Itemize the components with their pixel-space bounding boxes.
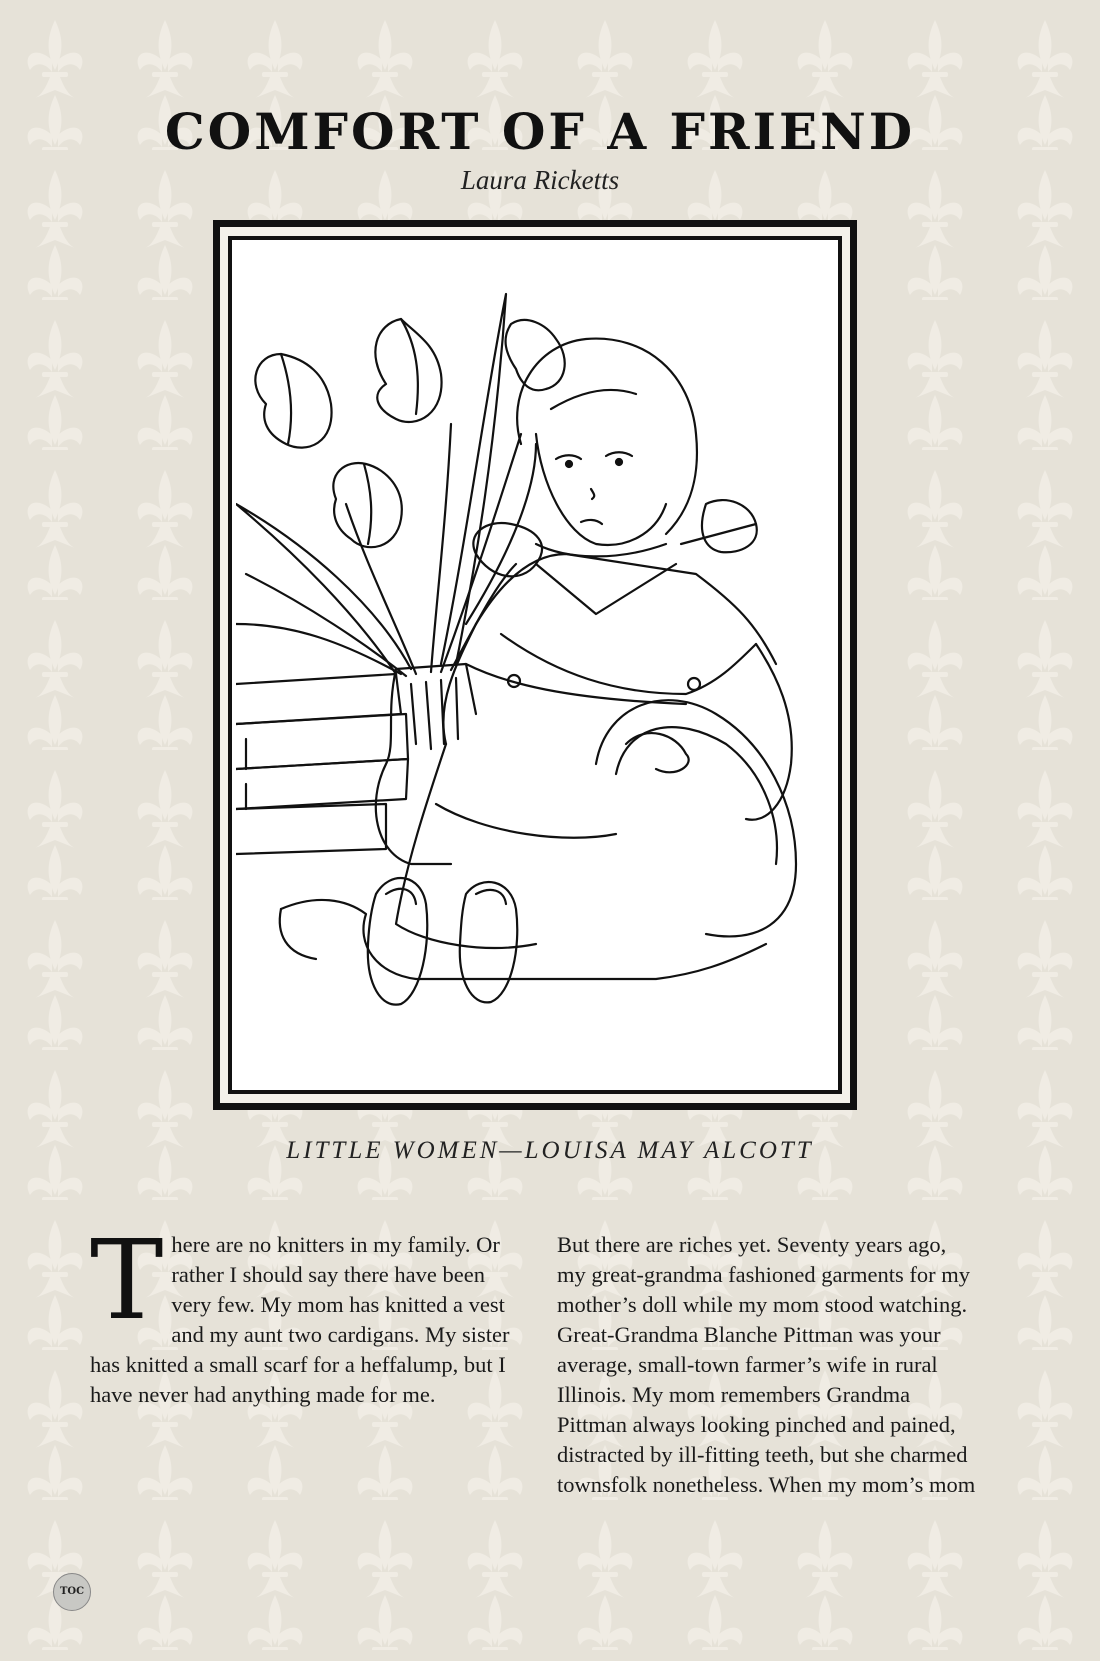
article-title: COMFORT OF A FRIEND [164, 102, 916, 161]
body-column-left [90, 1216, 510, 1410]
drop-cap: T [90, 1216, 164, 1344]
article-author: Laura Ricketts [460, 165, 620, 195]
toc-button[interactable]: TOC [53, 1573, 91, 1611]
body-column-right [557, 1230, 977, 1500]
body-paragraph-1: here are no knitters in my family. Or rather I should say there have been very few. My mom has knitted a vest and my aunt two cardigans. My sister has knitted a small scarf for a heffalump, but I have never had anything made for me. [90, 1232, 510, 1407]
illustration-caption: LITTLE WOMEN—LOUISA MAY ALCOTT [286, 1137, 814, 1164]
body-paragraph-2: But there are riches yet. Seventy years ago, my great-grandma fashioned garments for my mother’s doll while my mom stood watching. Great-Grandma Blanche Pittman was your average, small-town farmer’s wife in rural Illinois. My mom remembers Grandma Pittman always looking pinched and pained, distracted by ill-fitting teeth, but she charmed townsfolk nonetheless. When my mom’s mom [557, 1232, 976, 1497]
doll-and-tulips-illustration [236, 244, 834, 1086]
